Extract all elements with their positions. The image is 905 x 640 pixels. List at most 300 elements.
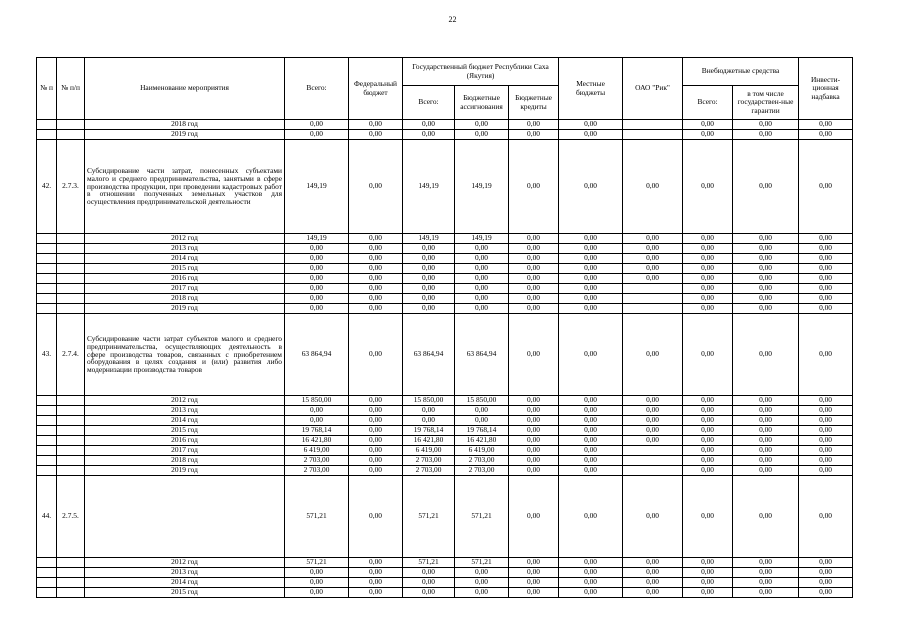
cell-total: 571,21: [285, 558, 349, 568]
cell-oao: 0,00: [623, 234, 683, 244]
cell-state-assign: 0,00: [455, 578, 509, 588]
cell-off-guarantees: 0,00: [733, 558, 799, 568]
cell-total: 15 850,00: [285, 396, 349, 406]
cell-invest: 0,00: [799, 304, 853, 314]
cell-off-guarantees: 0,00: [733, 130, 799, 140]
cell-invest: 0,00: [799, 264, 853, 274]
cell-invest: 0,00: [799, 130, 853, 140]
cell-state-total: 19 768,14: [403, 426, 455, 436]
cell-local: 0,00: [559, 234, 623, 244]
cell-total: 149,19: [285, 234, 349, 244]
row-code: [57, 254, 85, 264]
cell-federal: 0,00: [349, 588, 403, 598]
row-code: 2.7.4.: [57, 314, 85, 396]
cell-off-total: 0,00: [683, 130, 733, 140]
table-row-year: [37, 558, 853, 568]
cell-off-total: 0,00: [683, 140, 733, 234]
cell-local: 0,00: [559, 476, 623, 558]
cell-state-credit: 0,00: [509, 294, 559, 304]
cell-off-guarantees: 0,00: [733, 578, 799, 588]
cell-federal: 0,00: [349, 294, 403, 304]
cell-state-total: 0,00: [403, 120, 455, 130]
row-number: [37, 130, 57, 140]
cell-off-guarantees: 0,00: [733, 588, 799, 598]
cell-state-credit: 0,00: [509, 120, 559, 130]
cell-off-total: 0,00: [683, 406, 733, 416]
year-label: 2014 год: [85, 416, 285, 426]
cell-total: 0,00: [285, 274, 349, 284]
cell-invest: 0,00: [799, 140, 853, 234]
table-row-year: [37, 234, 853, 244]
cell-total: 2 703,00: [285, 466, 349, 476]
cell-off-guarantees: 0,00: [733, 244, 799, 254]
cell-invest: 0,00: [799, 466, 853, 476]
cell-local: 0,00: [559, 456, 623, 466]
row-number: [37, 578, 57, 588]
cell-state-credit: 0,00: [509, 140, 559, 234]
cell-invest: 0,00: [799, 314, 853, 396]
col-header-offbudget: Внебюджетные средства: [683, 58, 799, 86]
table-row-year: [37, 578, 853, 588]
cell-state-assign: 0,00: [455, 568, 509, 578]
cell-off-total: 0,00: [683, 264, 733, 274]
table-row-measure: [37, 140, 853, 234]
cell-off-guarantees: 0,00: [733, 446, 799, 456]
row-code: [57, 274, 85, 284]
cell-state-total: 16 421,80: [403, 436, 455, 446]
cell-state-assign: 0,00: [455, 120, 509, 130]
year-label: 2018 год: [85, 294, 285, 304]
cell-state-credit: 0,00: [509, 130, 559, 140]
cell-invest: 0,00: [799, 120, 853, 130]
cell-state-credit: 0,00: [509, 244, 559, 254]
cell-total: 0,00: [285, 578, 349, 588]
cell-oao: 0,00: [623, 426, 683, 436]
cell-off-total: 0,00: [683, 304, 733, 314]
cell-oao: 0,00: [623, 578, 683, 588]
cell-federal: 0,00: [349, 456, 403, 466]
cell-state-assign: 149,19: [455, 140, 509, 234]
cell-off-total: 0,00: [683, 416, 733, 426]
cell-state-credit: 0,00: [509, 264, 559, 274]
table-row-measure: [37, 314, 853, 396]
cell-local: 0,00: [559, 588, 623, 598]
col-header-no: № п: [37, 58, 57, 120]
cell-state-credit: 0,00: [509, 426, 559, 436]
cell-oao: 0,00: [623, 274, 683, 284]
cell-invest: 0,00: [799, 284, 853, 294]
cell-state-assign: 0,00: [455, 304, 509, 314]
row-number: [37, 406, 57, 416]
col-header-invest: Инвести-ционная надбавка: [799, 58, 853, 120]
table-row-year: [37, 456, 853, 466]
cell-invest: 0,00: [799, 436, 853, 446]
cell-federal: 0,00: [349, 244, 403, 254]
cell-federal: 0,00: [349, 254, 403, 264]
cell-oao: 0,00: [623, 558, 683, 568]
cell-state-assign: 0,00: [455, 254, 509, 264]
cell-state-total: 2 703,00: [403, 466, 455, 476]
table-row-year: [37, 284, 853, 294]
cell-off-total: 0,00: [683, 456, 733, 466]
col-header-off-total: Всего:: [683, 86, 733, 120]
cell-invest: 0,00: [799, 294, 853, 304]
cell-state-assign: 2 703,00: [455, 466, 509, 476]
cell-off-total: 0,00: [683, 284, 733, 294]
row-number: [37, 294, 57, 304]
col-header-state-budget: Государственный бюджет Республики Саха (Якутия): [403, 58, 559, 86]
cell-state-credit: 0,00: [509, 568, 559, 578]
cell-off-guarantees: 0,00: [733, 436, 799, 446]
cell-oao: 0,00: [623, 396, 683, 406]
col-header-state-total: Всего:: [403, 86, 455, 120]
cell-off-guarantees: 0,00: [733, 274, 799, 284]
cell-local: 0,00: [559, 558, 623, 568]
cell-oao: 0,00: [623, 568, 683, 578]
cell-state-assign: 0,00: [455, 130, 509, 140]
cell-off-total: 0,00: [683, 446, 733, 456]
row-number: [37, 466, 57, 476]
cell-total: 0,00: [285, 406, 349, 416]
cell-total: 0,00: [285, 264, 349, 274]
cell-federal: 0,00: [349, 466, 403, 476]
cell-federal: 0,00: [349, 568, 403, 578]
cell-off-total: 0,00: [683, 476, 733, 558]
col-header-state-credit: Бюджетные кредиты: [509, 86, 559, 120]
year-label: 2019 год: [85, 130, 285, 140]
cell-state-total: 0,00: [403, 254, 455, 264]
cell-total: 63 864,94: [285, 314, 349, 396]
row-number: 43.: [37, 314, 57, 396]
cell-state-credit: 0,00: [509, 304, 559, 314]
table-row-year: [37, 304, 853, 314]
cell-federal: 0,00: [349, 264, 403, 274]
row-number: [37, 396, 57, 406]
cell-off-guarantees: 0,00: [733, 234, 799, 244]
cell-federal: 0,00: [349, 120, 403, 130]
cell-off-total: 0,00: [683, 568, 733, 578]
cell-invest: 0,00: [799, 396, 853, 406]
row-number: [37, 234, 57, 244]
cell-federal: 0,00: [349, 274, 403, 284]
row-code: [57, 466, 85, 476]
table-row-year: [37, 294, 853, 304]
cell-local: 0,00: [559, 304, 623, 314]
cell-off-total: 0,00: [683, 314, 733, 396]
cell-off-guarantees: 0,00: [733, 396, 799, 406]
cell-oao: [623, 120, 683, 130]
cell-invest: 0,00: [799, 456, 853, 466]
cell-oao: [623, 130, 683, 140]
measure-name: Субсидирование части затрат, понесенных субъектами малого и среднего предпринимательства, занятыми в сфере производства продукции, при проведении кадастровых работ в отношении полученных земельных участков для осуществления предпринимательской деятельности: [85, 140, 285, 234]
year-label: 2013 год: [85, 406, 285, 416]
cell-state-credit: 0,00: [509, 416, 559, 426]
cell-state-credit: 0,00: [509, 284, 559, 294]
cell-federal: 0,00: [349, 396, 403, 406]
row-code: 2.7.5.: [57, 476, 85, 558]
cell-invest: 0,00: [799, 426, 853, 436]
cell-oao: 0,00: [623, 264, 683, 274]
table-row-year: [37, 416, 853, 426]
cell-state-assign: 0,00: [455, 264, 509, 274]
year-label: 2012 год: [85, 558, 285, 568]
year-label: 2014 год: [85, 578, 285, 588]
cell-off-guarantees: 0,00: [733, 568, 799, 578]
cell-off-guarantees: 0,00: [733, 254, 799, 264]
cell-invest: 0,00: [799, 568, 853, 578]
col-header-no-pp: № п/п: [57, 58, 85, 120]
cell-local: 0,00: [559, 244, 623, 254]
table-row-measure: [37, 476, 853, 558]
cell-off-guarantees: 0,00: [733, 120, 799, 130]
cell-state-total: 15 850,00: [403, 396, 455, 406]
cell-off-total: 0,00: [683, 294, 733, 304]
cell-off-total: 0,00: [683, 558, 733, 568]
cell-off-guarantees: 0,00: [733, 294, 799, 304]
year-label: 2017 год: [85, 284, 285, 294]
cell-off-guarantees: 0,00: [733, 476, 799, 558]
table-row-year: [37, 244, 853, 254]
row-number: [37, 304, 57, 314]
cell-off-total: 0,00: [683, 588, 733, 598]
cell-federal: 0,00: [349, 578, 403, 588]
cell-state-total: 0,00: [403, 294, 455, 304]
cell-total: 0,00: [285, 130, 349, 140]
cell-federal: 0,00: [349, 304, 403, 314]
measure-name: Субсидирование части затрат субъектов малого и среднего предпринимательства, осуществляющих деятельность в сфере производства товаров, связанных с приобретением оборудования в целях создания и (или) развития либо модернизации производства товаров: [85, 314, 285, 396]
cell-oao: 0,00: [623, 244, 683, 254]
cell-local: 0,00: [559, 396, 623, 406]
cell-local: 0,00: [559, 254, 623, 264]
cell-state-total: 63 864,94: [403, 314, 455, 396]
row-number: [37, 416, 57, 426]
cell-invest: 0,00: [799, 274, 853, 284]
row-number: [37, 588, 57, 598]
cell-state-assign: 571,21: [455, 476, 509, 558]
cell-oao: [623, 456, 683, 466]
cell-state-total: 0,00: [403, 406, 455, 416]
cell-state-assign: 6 419,00: [455, 446, 509, 456]
cell-oao: [623, 304, 683, 314]
cell-state-credit: 0,00: [509, 436, 559, 446]
row-code: 2.7.3.: [57, 140, 85, 234]
row-number: [37, 120, 57, 130]
cell-federal: 0,00: [349, 476, 403, 558]
cell-total: 0,00: [285, 294, 349, 304]
cell-invest: 0,00: [799, 476, 853, 558]
cell-off-guarantees: 0,00: [733, 284, 799, 294]
cell-total: 19 768,14: [285, 426, 349, 436]
cell-state-assign: 0,00: [455, 588, 509, 598]
cell-oao: 0,00: [623, 416, 683, 426]
year-label: 2015 год: [85, 426, 285, 436]
cell-oao: 0,00: [623, 314, 683, 396]
cell-state-credit: 0,00: [509, 558, 559, 568]
cell-invest: 0,00: [799, 588, 853, 598]
col-header-off-guarantees: в том числе государствен-ные гарантии: [733, 86, 799, 120]
cell-total: 149,19: [285, 140, 349, 234]
cell-federal: 0,00: [349, 558, 403, 568]
cell-total: 16 421,80: [285, 436, 349, 446]
cell-state-credit: 0,00: [509, 446, 559, 456]
row-number: [37, 568, 57, 578]
year-label: 2013 год: [85, 568, 285, 578]
cell-off-total: 0,00: [683, 436, 733, 446]
budget-table: [36, 57, 853, 598]
cell-off-guarantees: 0,00: [733, 416, 799, 426]
cell-oao: 0,00: [623, 140, 683, 234]
year-label: 2012 год: [85, 396, 285, 406]
table-row-year: [37, 274, 853, 284]
col-header-name: Наименование мероприятия: [85, 58, 285, 120]
cell-state-assign: 0,00: [455, 294, 509, 304]
table-row-year: [37, 396, 853, 406]
cell-local: 0,00: [559, 294, 623, 304]
cell-state-total: 149,19: [403, 140, 455, 234]
cell-state-total: 2 703,00: [403, 456, 455, 466]
cell-state-credit: 0,00: [509, 396, 559, 406]
row-number: [37, 264, 57, 274]
row-number: [37, 446, 57, 456]
row-code: [57, 304, 85, 314]
row-code: [57, 294, 85, 304]
table-row-year: [37, 426, 853, 436]
cell-off-total: 0,00: [683, 426, 733, 436]
cell-total: 571,21: [285, 476, 349, 558]
cell-local: 0,00: [559, 578, 623, 588]
row-code: [57, 130, 85, 140]
table-row-year: [37, 588, 853, 598]
cell-off-total: 0,00: [683, 234, 733, 244]
cell-state-total: 0,00: [403, 264, 455, 274]
cell-total: 0,00: [285, 568, 349, 578]
cell-state-total: 0,00: [403, 244, 455, 254]
cell-state-assign: 0,00: [455, 274, 509, 284]
cell-off-total: 0,00: [683, 466, 733, 476]
cell-local: 0,00: [559, 436, 623, 446]
cell-federal: 0,00: [349, 406, 403, 416]
cell-state-credit: 0,00: [509, 254, 559, 264]
cell-off-total: 0,00: [683, 578, 733, 588]
cell-total: 0,00: [285, 244, 349, 254]
cell-local: 0,00: [559, 406, 623, 416]
cell-state-credit: 0,00: [509, 456, 559, 466]
cell-state-total: 0,00: [403, 130, 455, 140]
cell-oao: 0,00: [623, 476, 683, 558]
cell-federal: 0,00: [349, 436, 403, 446]
row-number: [37, 284, 57, 294]
cell-off-total: 0,00: [683, 244, 733, 254]
row-code: [57, 416, 85, 426]
cell-invest: 0,00: [799, 406, 853, 416]
cell-state-total: 571,21: [403, 476, 455, 558]
year-label: 2013 год: [85, 244, 285, 254]
row-code: [57, 578, 85, 588]
year-label: 2017 год: [85, 446, 285, 456]
cell-off-total: 0,00: [683, 120, 733, 130]
cell-federal: 0,00: [349, 284, 403, 294]
col-header-total: Всего:: [285, 58, 349, 120]
cell-state-credit: 0,00: [509, 588, 559, 598]
row-code: [57, 446, 85, 456]
cell-off-guarantees: 0,00: [733, 304, 799, 314]
cell-off-total: 0,00: [683, 254, 733, 264]
cell-federal: 0,00: [349, 416, 403, 426]
cell-local: 0,00: [559, 466, 623, 476]
row-number: [37, 426, 57, 436]
cell-state-credit: 0,00: [509, 234, 559, 244]
row-number: 42.: [37, 140, 57, 234]
cell-state-assign: 0,00: [455, 406, 509, 416]
cell-oao: [623, 284, 683, 294]
row-code: [57, 406, 85, 416]
cell-state-assign: 0,00: [455, 284, 509, 294]
cell-state-assign: 19 768,14: [455, 426, 509, 436]
cell-oao: 0,00: [623, 588, 683, 598]
row-code: [57, 426, 85, 436]
col-header-state-assign: Бюджетные ассигнования: [455, 86, 509, 120]
cell-oao: [623, 446, 683, 456]
cell-off-guarantees: 0,00: [733, 264, 799, 274]
year-label: 2019 год: [85, 466, 285, 476]
cell-invest: 0,00: [799, 446, 853, 456]
cell-invest: 0,00: [799, 578, 853, 588]
cell-state-total: 0,00: [403, 304, 455, 314]
cell-local: 0,00: [559, 274, 623, 284]
row-number: [37, 254, 57, 264]
cell-local: 0,00: [559, 314, 623, 396]
cell-state-credit: 0,00: [509, 476, 559, 558]
row-code: [57, 264, 85, 274]
year-label: 2012 год: [85, 234, 285, 244]
cell-federal: 0,00: [349, 426, 403, 436]
table-row-year: [37, 466, 853, 476]
cell-off-total: 0,00: [683, 274, 733, 284]
cell-state-assign: 0,00: [455, 416, 509, 426]
cell-state-assign: 16 421,80: [455, 436, 509, 446]
table-row-year: [37, 264, 853, 274]
cell-state-credit: 0,00: [509, 466, 559, 476]
cell-state-total: 571,21: [403, 558, 455, 568]
year-label: 2018 год: [85, 120, 285, 130]
year-label: 2019 год: [85, 304, 285, 314]
cell-oao: [623, 294, 683, 304]
cell-local: 0,00: [559, 140, 623, 234]
cell-federal: 0,00: [349, 446, 403, 456]
cell-off-guarantees: 0,00: [733, 314, 799, 396]
row-number: 44.: [37, 476, 57, 558]
cell-state-credit: 0,00: [509, 578, 559, 588]
cell-oao: [623, 466, 683, 476]
cell-state-assign: 63 864,94: [455, 314, 509, 396]
row-code: [57, 284, 85, 294]
cell-state-assign: 571,21: [455, 558, 509, 568]
cell-state-total: 0,00: [403, 284, 455, 294]
row-code: [57, 558, 85, 568]
row-code: [57, 568, 85, 578]
cell-federal: 0,00: [349, 234, 403, 244]
row-code: [57, 436, 85, 446]
cell-off-guarantees: 0,00: [733, 456, 799, 466]
cell-invest: 0,00: [799, 254, 853, 264]
row-code: [57, 234, 85, 244]
cell-state-total: 0,00: [403, 588, 455, 598]
cell-state-assign: 2 703,00: [455, 456, 509, 466]
year-label: 2016 год: [85, 274, 285, 284]
cell-total: 6 419,00: [285, 446, 349, 456]
row-code: [57, 456, 85, 466]
page-number: 22: [448, 15, 457, 24]
